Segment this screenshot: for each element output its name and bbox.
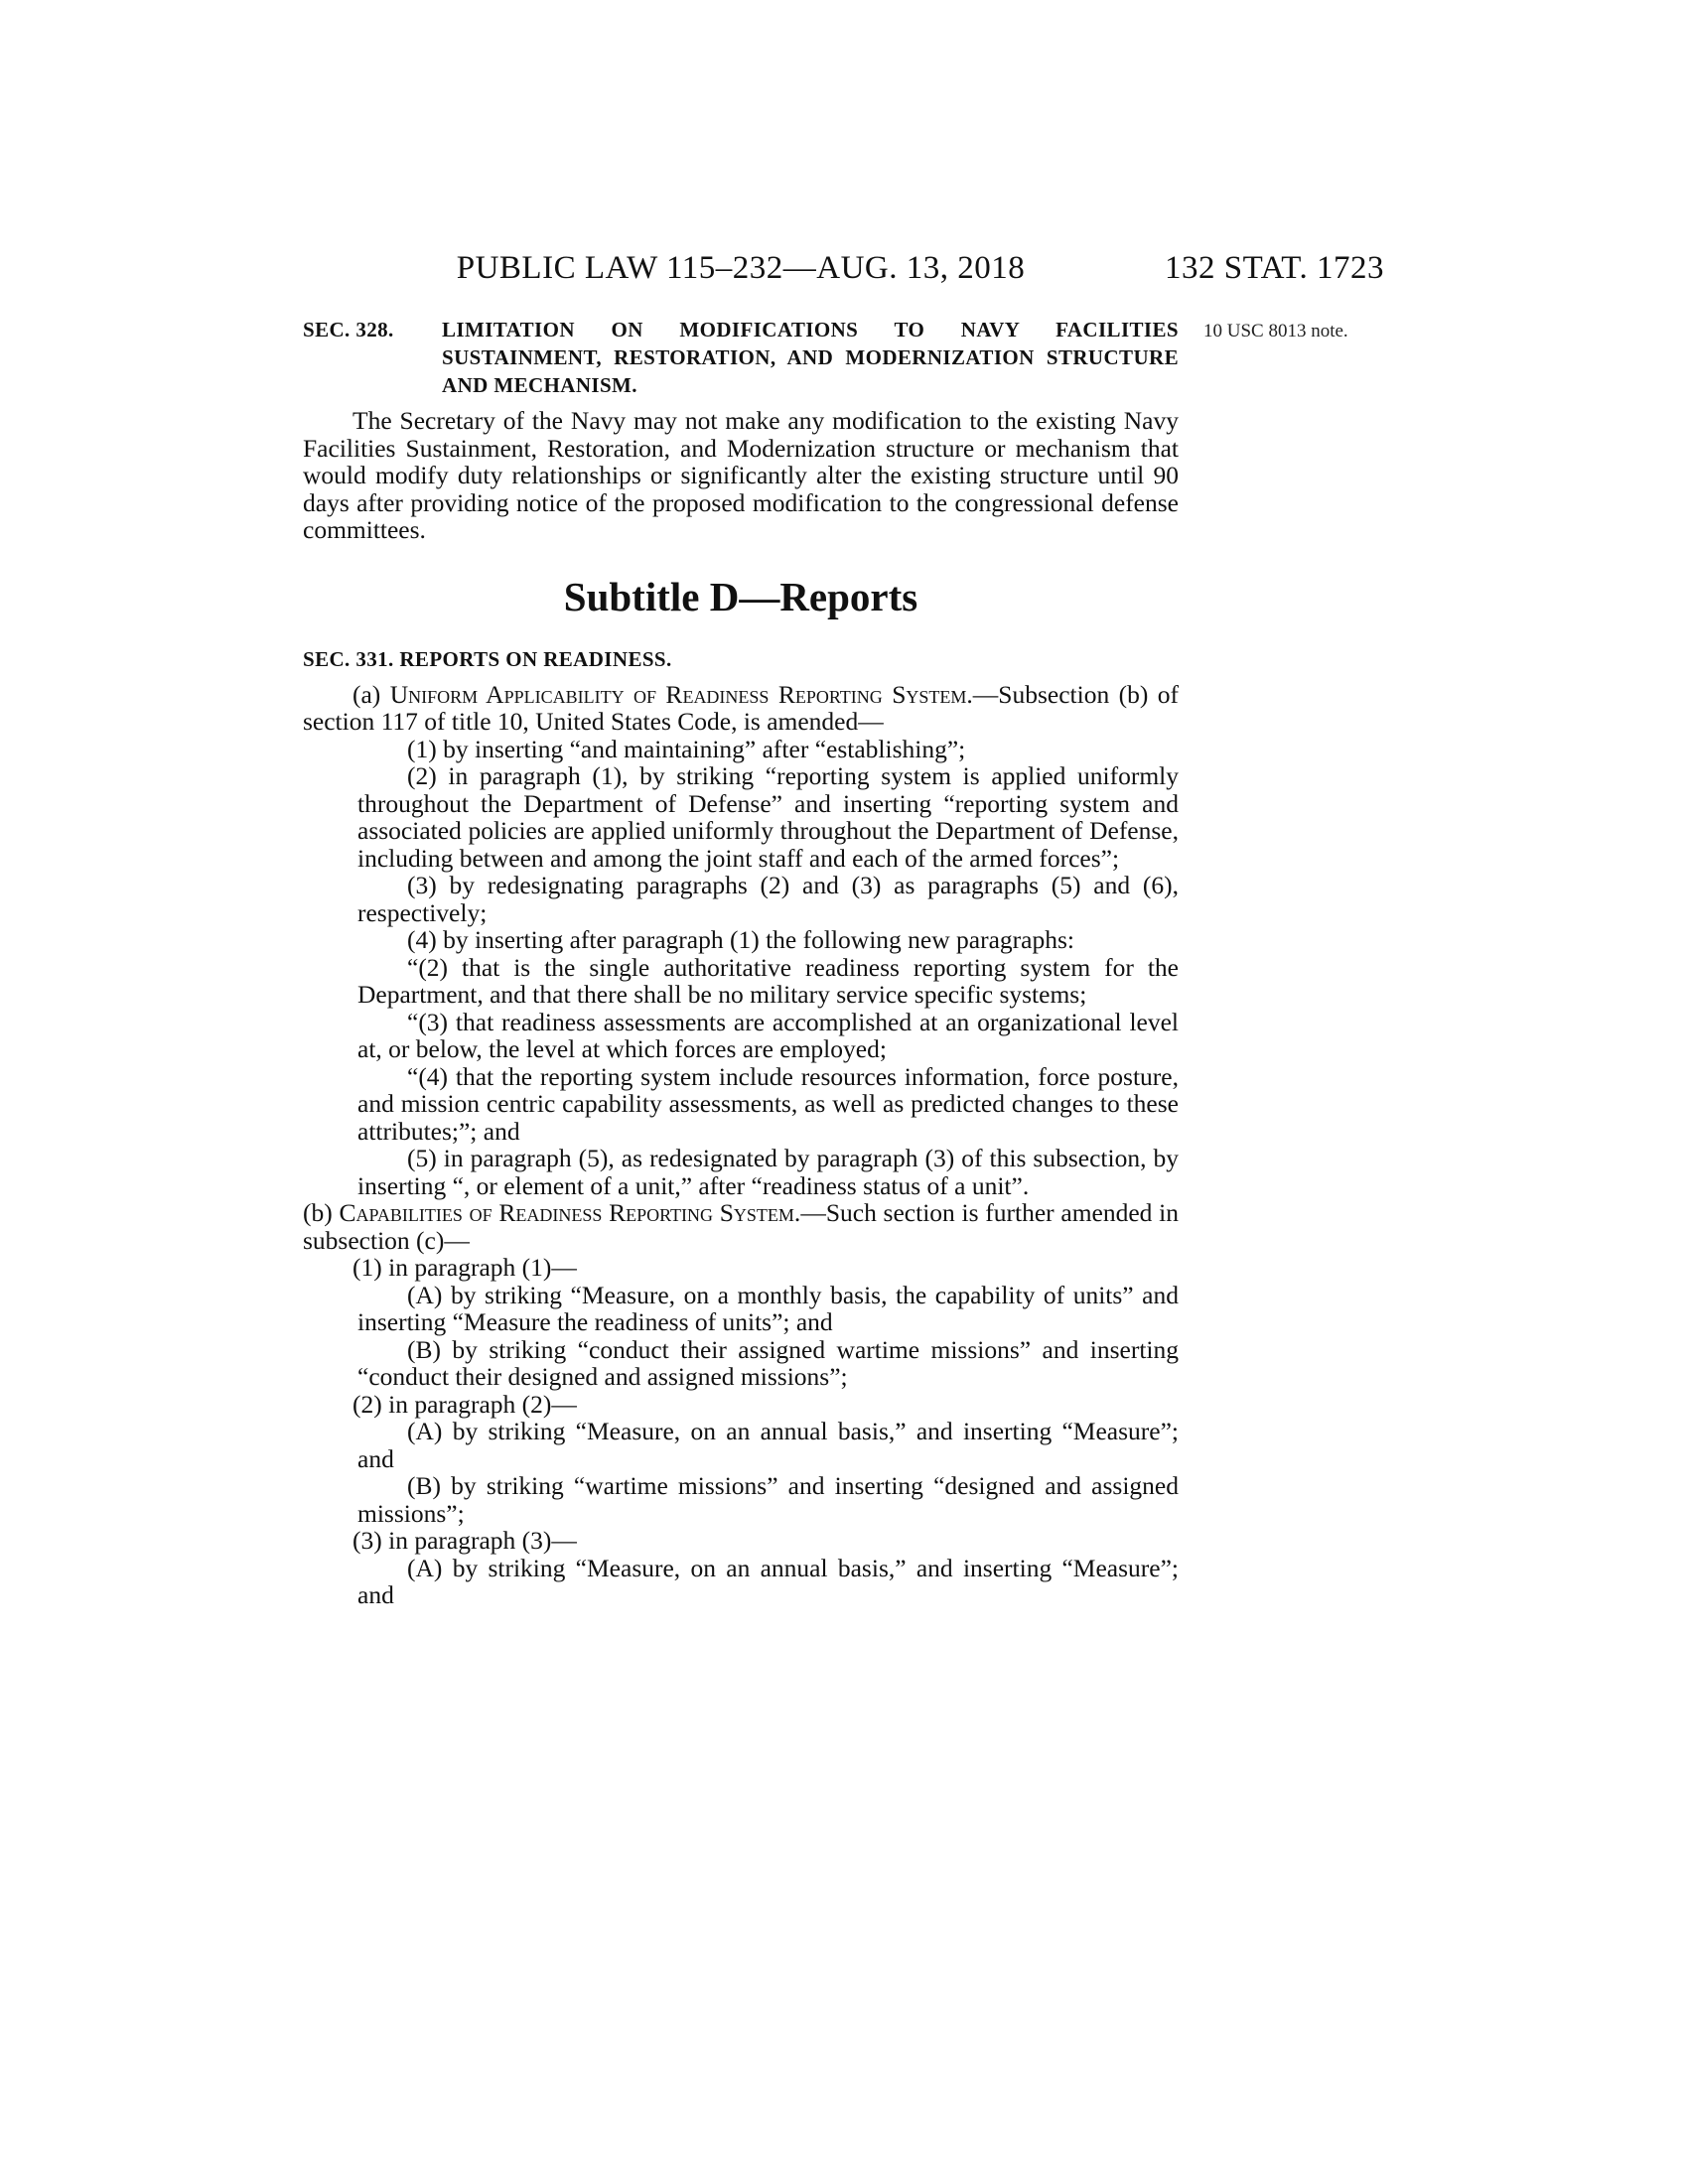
subsection-b-label: (b) bbox=[303, 1198, 333, 1227]
subsection-b-caption: Capabilities of Readiness Reporting System. bbox=[339, 1198, 801, 1227]
margin-citation-note: 10 USC 8013 note. bbox=[1203, 321, 1348, 341]
amendment-item: (3) in paragraph (3)— bbox=[352, 1526, 577, 1555]
amendment-item: (4) by inserting after paragraph (1) the following new paragraphs: bbox=[407, 925, 1074, 954]
amendment-item: (2) in paragraph (2)— bbox=[352, 1389, 577, 1419]
section-331-heading: SEC. 331. REPORTS ON READINESS. bbox=[303, 646, 672, 671]
section-328-number: SEC. 328. bbox=[303, 318, 394, 341]
amendment-item: (1) in paragraph (1)— bbox=[352, 1253, 577, 1282]
running-header-title: PUBLIC LAW 115–232—AUG. 13, 2018 bbox=[456, 250, 1026, 286]
amendment-subitem: (B) by striking “conduct their assigned wartime missions” and inserting “conduct their designed and assigned missions”; bbox=[357, 1334, 1179, 1391]
stat-page-number: 132 STAT. 1723 bbox=[1164, 250, 1384, 286]
subsection-b-text: —Such section is further amended in subsection (c)— bbox=[303, 1198, 1180, 1255]
amendment-subitem: (B) by striking “wartime missions” and inserting “designed and assigned missions”; bbox=[357, 1471, 1179, 1528]
quoted-paragraph: “(4) that the reporting system include resources information, force posture, and mission centric capability assessments, as well as predicted changes to these attributes;”; and bbox=[357, 1061, 1179, 1146]
amendment-subitem: (A) by striking “Measure, on an annual basis,” and inserting “Measure”; and bbox=[357, 1553, 1179, 1609]
subsection-a-intro bbox=[303, 681, 1179, 736]
subtitle-heading: Subtitle D—Reports bbox=[563, 573, 918, 619]
section-328-title: LIMITATION ON MODIFICATIONS TO NAVY FACILITIES SUSTAINMENT, RESTORATION, AND MODERNIZATION STRUCTURE AND MECHANISM. bbox=[442, 318, 1179, 397]
amendment-item: (5) in paragraph (5), as redesignated by paragraph (3) of this subsection, by inserting “, or element of a unit,” after “readiness status of a unit”. bbox=[357, 1144, 1179, 1200]
amendment-subitem: (A) by striking “Measure, on a monthly basis, the capability of units” and inserting “Measure the readiness of units”; and bbox=[357, 1280, 1179, 1336]
subsection-b-intro bbox=[303, 1199, 1179, 1254]
subsection-a-text: —Subsection (b) of section 117 of title 10, United States Code, is amended— bbox=[303, 679, 1180, 736]
amendment-item: (1) by inserting “and maintaining” after “establishing”; bbox=[407, 734, 966, 763]
amendment-item: (3) by redesignating paragraphs (2) and (3) as paragraphs (5) and (6), respectively; bbox=[357, 871, 1179, 927]
page-body bbox=[303, 316, 1179, 1609]
subsection-a-caption: Uniform Applicability of Readiness Reporting System. bbox=[389, 679, 973, 709]
subsection-a-label: (a) bbox=[352, 679, 381, 709]
amendment-subitem: (A) by striking “Measure, on an annual basis,” and inserting “Measure”; and bbox=[357, 1417, 1179, 1473]
section-328-heading bbox=[303, 316, 1179, 399]
amendment-item: (2) in paragraph (1), by striking “reporting system is applied uniformly throughout the Department of Defense” and inserting “reporting system and associated policies are applied uniformly throughout the Department of Defense, including between and among the joint staff and each of the armed forces”; bbox=[357, 761, 1179, 873]
quoted-paragraph: “(2) that is the single authoritative readiness reporting system for the Department, and that there shall be no military service specific systems; bbox=[357, 952, 1179, 1009]
section-328-text: The Secretary of the Navy may not make any modification to the existing Navy Facilities Sustainment, Restoration, and Modernization structure or mechanism that would modify duty relationships or significantly alter the existing structure until 90 days after providing notice of the proposed modification to the congressional defense committees. bbox=[303, 406, 1179, 544]
quoted-paragraph: “(3) that readiness assessments are accomplished at an organizational level at, or below, the level at which forces are employed; bbox=[357, 1007, 1179, 1063]
